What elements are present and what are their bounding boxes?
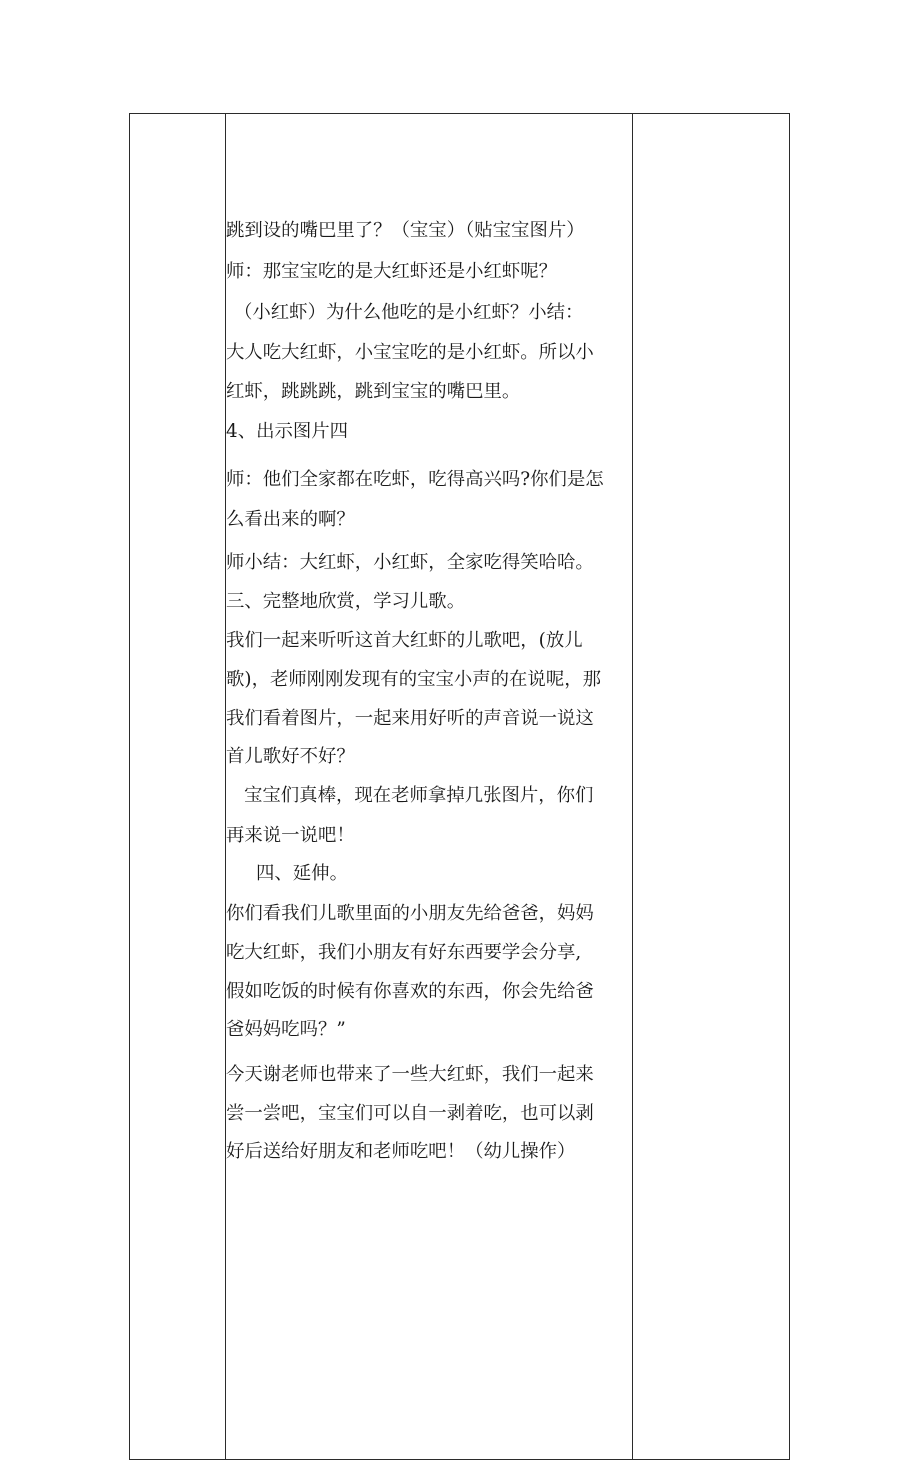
text-line: 假如吃饭的时候有你喜欢的东西，你会先给爸 (226, 981, 594, 1002)
text-line: 再来说一说吧！ (226, 825, 355, 846)
text-line: 首儿歌好不好？ (226, 746, 355, 767)
text-line: 大人吃大红虾，小宝宝吃的是小红虾。所以小 (226, 342, 594, 363)
text-line: 吃大红虾，我们小朋友有好东西要学会分享, (226, 942, 582, 963)
lesson-content-cell (226, 113, 632, 1460)
text-line: 歌)，老师刚刚发现有的宝宝小声的在说呢，那 (226, 669, 601, 690)
column-divider-right (632, 114, 633, 1459)
text-line: 么看出来的啊？ (226, 509, 355, 530)
text-line: （小红虾）为什么他吃的是小红虾？小结： (234, 302, 584, 323)
text-line: 师小结：大红虾，小红虾，全家吃得笑哈哈。 (226, 552, 594, 573)
text-line: 红虾，跳跳跳，跳到宝宝的嘴巴里。 (226, 381, 521, 402)
text-line: 你们看我们儿歌里面的小朋友先给爸爸，妈妈 (226, 903, 594, 924)
text-line: 我们一起来听听这首大红虾的儿歌吧，(放儿 (226, 630, 583, 651)
text-line: 好后送给好朋友和老师吃吧！（幼儿操作） (226, 1141, 576, 1162)
text-line: 今天谢老师也带来了一些大红虾，我们一起来 (226, 1064, 594, 1085)
section-heading: 三、完整地欣赏，学习儿歌。 (226, 591, 466, 612)
section-heading: 四、延伸。 (256, 863, 348, 884)
text-line: 我们看着图片，一起来用好听的声音说一说这 (226, 708, 594, 729)
text-line: 师：那宝宝吃的是大红虾还是小红虾呢？ (226, 261, 558, 282)
text-line: 爸妈妈吃吗？” (226, 1019, 346, 1040)
text-line: 跳到设的嘴巴里了？（宝宝）（贴宝宝图片） (226, 220, 585, 241)
text-line: 尝一尝吧，宝宝们可以自一剥着吃，也可以剥 (226, 1103, 594, 1124)
section-heading: 4、出示图片四 (226, 421, 349, 442)
text-line: 宝宝们真棒，现在老师拿掉几张图片，你们 (244, 785, 594, 806)
text-line: 师：他们全家都在吃虾，吃得高兴吗?你们是怎 (226, 469, 604, 490)
